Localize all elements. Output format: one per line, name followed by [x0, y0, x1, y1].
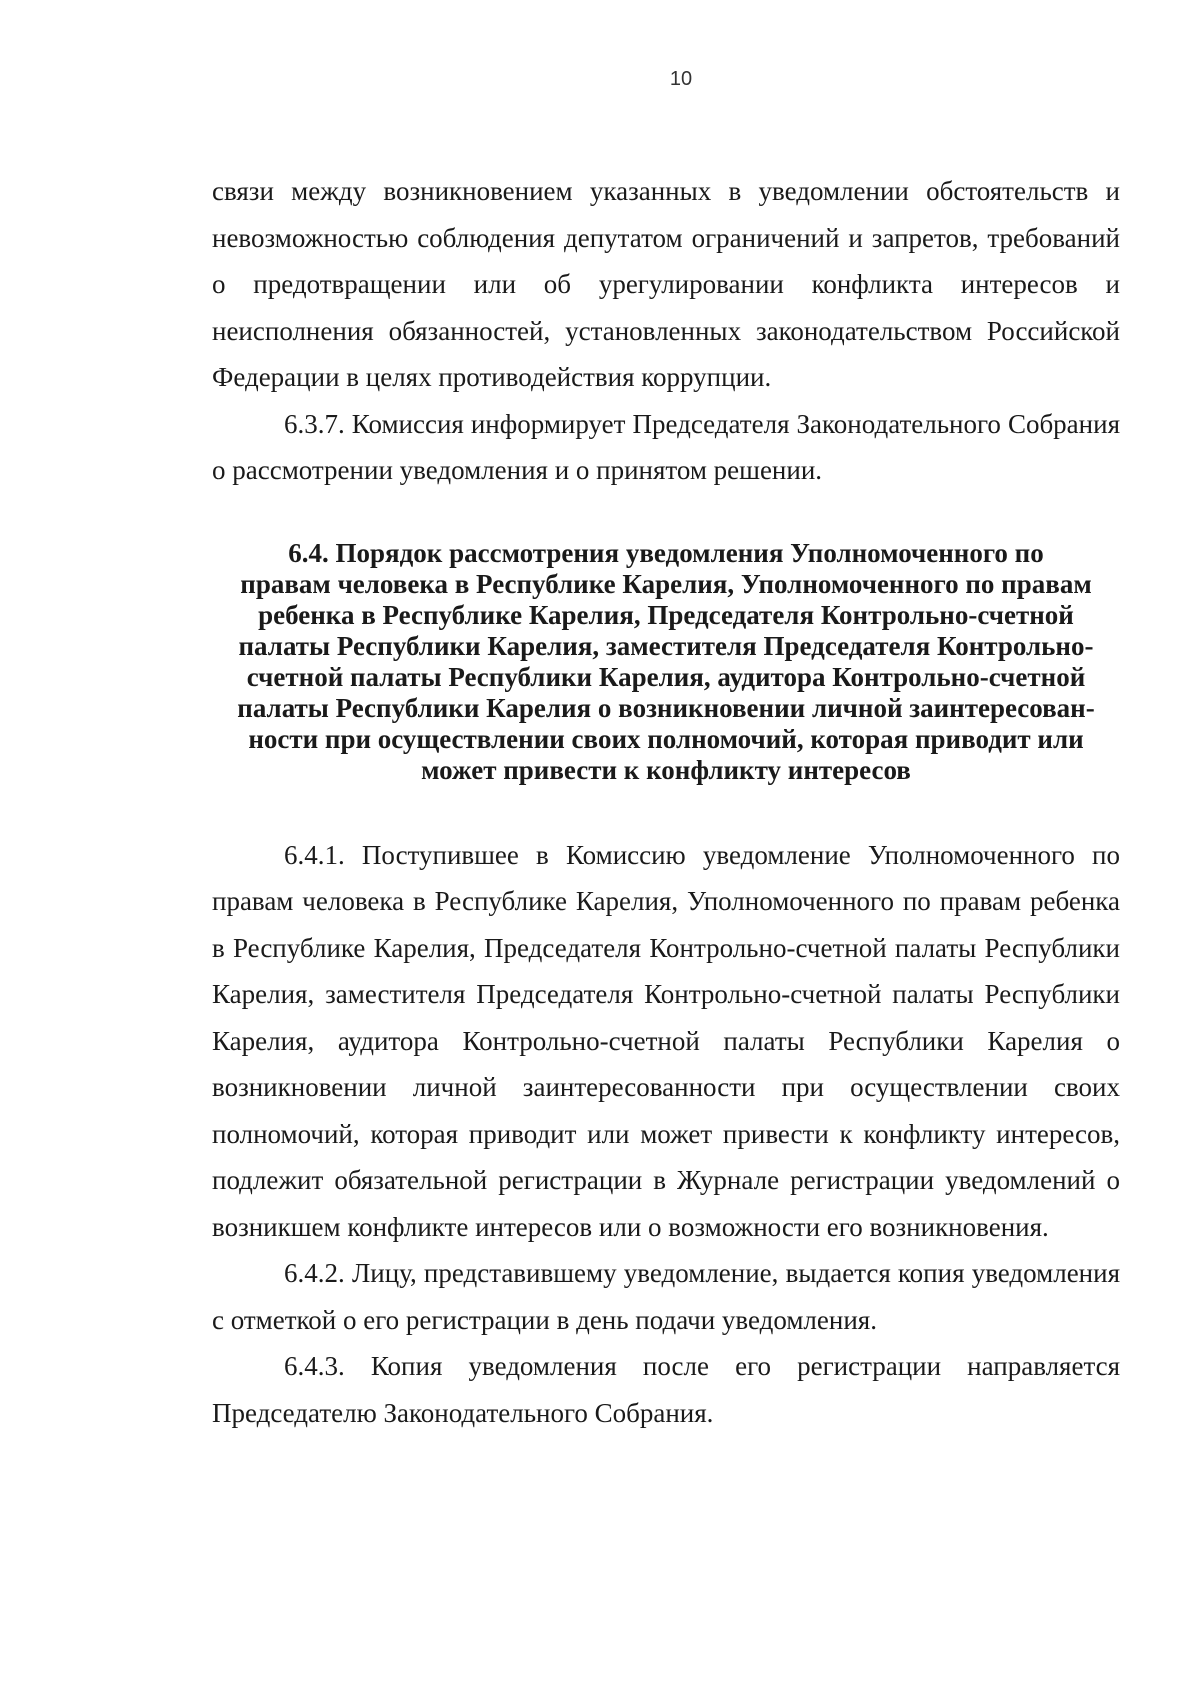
heading-line: палаты Республики Карелия, заместителя Председателя Контрольно-	[238, 630, 1094, 661]
section-heading-6-4	[212, 538, 1120, 786]
paragraph-6-4-2: 6.4.2. Лицу, представившему уведомление, выдается копия уведомления с отметкой о его регистрации в день подачи уведомления.	[212, 1258, 1120, 1335]
heading-line: ребенка в Республике Карелия, Председателя Контрольно-счетной	[258, 599, 1074, 630]
heading-line: палаты Республики Карелия о возникновении личной заинтересован-	[237, 692, 1095, 723]
page-number: 10	[669, 68, 693, 90]
heading-line: ности при осуществлении своих полномочий, которая приводит или	[248, 723, 1084, 754]
heading-line: 6.4. Порядок рассмотрения уведомления Уполномоченного по	[288, 537, 1044, 568]
paragraph-6-4-1: 6.4.1. Поступившее в Комиссию уведомление Уполномоченного по правам человека в Республике Карелия, Уполномоченного по правам ребенка в Республике Карелия, Председателя Контрольно-счетной палаты Республики Карелия, заместителя Председателя Контрольно-счетной палаты Республики Карелия, аудитора Контрольно-счетной палаты Республики Карелия о возникновении личной заинтересованности при осуществлении своих полномочий, которая приводит или может привести к конфликту интересов, подлежит обязательной регистрации в Журнале регистрации уведомлений о возникшем конфликте интересов или о возможности его возникновения.	[212, 839, 1120, 1242]
paragraph-6-4-3: 6.4.3. Копия уведомления после его регистрации направляется Председателю Законодательного Собрания.	[212, 1351, 1120, 1428]
heading-line: может привести к конфликту интересов	[421, 754, 911, 785]
paragraph-continuation: связи между возникновением указанных в уведомлении обстоятельств и невозможностью соблюдения депутатом ограничений и запретов, требований о предотвращении или об урегулировании конфликта интересов и неисполнения обязанностей, установленных законодательством Российской Федерации в целях противодействия коррупции.	[212, 176, 1120, 392]
heading-line: счетной палаты Республики Карелия, аудитора Контрольно-счетной	[246, 661, 1086, 692]
paragraph-6-3-7: 6.3.7. Комиссия информирует Председателя Законодательного Собрания о рассмотрении уведомления и о принятом решении.	[212, 408, 1120, 485]
document-body	[212, 168, 1120, 1436]
heading-line: правам человека в Республике Карелия, Уполномоченного по правам	[240, 568, 1092, 599]
